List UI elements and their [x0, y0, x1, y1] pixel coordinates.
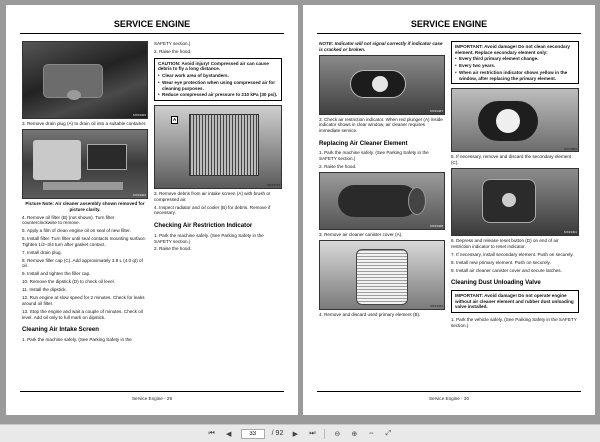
caution-box: [154, 58, 282, 101]
step-text: 2. Raise the hood.: [319, 164, 357, 170]
step-text: 9. Install and tighten the filler cap.: [22, 271, 91, 277]
viewer-toolbar: [0, 424, 600, 442]
step-text: 10. Remove the dipstick (D) to check oil level.: [22, 279, 115, 285]
drain-plug-photo: [22, 41, 148, 119]
primary-element-photo: [319, 240, 445, 310]
photo-caption: MX23469: [430, 304, 443, 309]
important-box: [451, 290, 579, 313]
section-heading: Replacing Air Cleaner Element: [319, 139, 408, 147]
section-heading: Cleaning Dust Unloading Valve: [451, 279, 541, 287]
step-text: 1. Park the machine safely. (See Parking Safety in the SAFETY section.): [154, 232, 264, 244]
footer-rule: [20, 391, 284, 392]
step-text: 8. Install new primary element. Push on securely.: [451, 259, 551, 265]
step-text: SAFETY section.): [154, 41, 191, 46]
caution-item: • Reduce compressed air pressure to 210 kPa (30 psi).: [158, 92, 278, 98]
caution-title: CAUTION: Avoid injury! Compressed air can cause debris to fly a long distance.: [158, 60, 269, 72]
step-text: 1. Park the machine safely. (See Parking Safety in the: [22, 336, 132, 342]
page-header: SERVICE ENGINE: [113, 19, 191, 29]
fit-width-icon[interactable]: ⇔: [367, 430, 375, 437]
oil-filter-photo: [22, 129, 148, 199]
important-item: • Every two years.: [455, 63, 575, 69]
header-rule: [317, 33, 581, 34]
step-text: 3. Remove debris from air intake screen (A) with brush or compressed air.: [154, 191, 271, 202]
section-heading: Cleaning Air Intake Screen: [22, 326, 99, 334]
step-text: 1. Park the machine safely. (See Parking Safety in the SAFETY section.): [319, 150, 429, 162]
step-text: 5. Apply a film of clean engine oil on seal of new filter.: [22, 228, 131, 234]
step-text: 4. Remove oil filter (B) (not shown). Turn filter counterclockwise to remove.: [22, 214, 115, 226]
photo-caption: MX23800: [564, 146, 577, 151]
note-text: NOTE: Indicator will not signal correctly if indicator case is cracked or broken.: [319, 41, 443, 52]
photo-caption: MX23468: [430, 224, 443, 229]
step-text: 3. Check air restriction indicator. When red plunger (A) inside indicator shows in clear window, air cleaner requires immediate service.: [319, 116, 443, 134]
document-page-left: [6, 5, 298, 415]
photo-caption: MX23403: [133, 113, 146, 118]
restriction-indicator-photo: [319, 55, 445, 115]
canister-cover-photo: [319, 172, 445, 230]
photo-caption: MX23404: [133, 193, 146, 198]
page-footer: Service Engine - 29: [131, 396, 173, 401]
last-page-icon[interactable]: ⏭: [309, 429, 316, 437]
photo-caption: MX23467: [430, 108, 443, 113]
caution-item: • Clear work area of bystanders.: [158, 73, 278, 79]
picture-note: Picture Note: Air cleaner assembly shown removed for picture clarity.: [25, 200, 145, 212]
step-text: 6. Install filter. Turn filter until seal contacts mounting surface. Tighten 1/2–3/4 turn after gasket contact.: [22, 236, 147, 247]
step-text: 8. Remove filler cap (C). Add approximately 3.8 L (4.0 qt) of oil.: [22, 257, 143, 269]
right-column-2: [451, 41, 579, 331]
important-box: [451, 41, 579, 84]
step-text: 12. Run engine at slow speed for 2 minutes. Check for leaks around oil filter.: [22, 295, 145, 306]
page-number-input[interactable]: [241, 429, 265, 439]
intake-screen-photo: [154, 105, 282, 189]
next-page-icon[interactable]: ▶: [292, 430, 299, 438]
zoom-in-icon[interactable]: ⊕: [351, 430, 358, 438]
zoom-out-icon[interactable]: ⊖: [334, 430, 341, 438]
step-text: 7. Install drain plug.: [22, 249, 62, 255]
step-text: 7. If necessary, install secondary element. Push on securely.: [451, 251, 574, 257]
step-text: 2. Raise the hood.: [154, 246, 192, 252]
step-text: 3. Remove drain plug (A) to drain oil into a suitable container.: [22, 121, 147, 126]
step-text: 9. Install air cleaner canister cover and secure latches.: [451, 267, 562, 273]
step-text: 6. Depress and release reset button (D) on end of air restriction indicator to reset indicator.: [451, 238, 559, 249]
secondary-element-photo: [451, 88, 579, 152]
right-column-1: [319, 41, 445, 320]
left-column-1: [22, 41, 148, 345]
important-item: • When air restriction indicator shows yellow in the window, after replacing the primary element.: [455, 70, 575, 81]
important-title: IMPORTANT: Avoid damage! Do not clean secondary element. Replace secondary element only:: [455, 44, 570, 55]
callout-label: A: [173, 117, 177, 123]
step-text: 5. If necessary, remove and discard the secondary element (C).: [451, 154, 572, 166]
step-text: 13. Stop the engine and wait a couple of minutes. Check oil level. Add oil only to full mark on dipstick.: [22, 308, 143, 320]
step-text: 3. Remove air cleaner canister cover (A).: [319, 232, 403, 238]
left-column-2: [154, 41, 282, 254]
step-text: 4. Remove and discard used primary element (B).: [319, 311, 421, 317]
footer-rule: [317, 391, 581, 392]
important-text: IMPORTANT: Avoid damage! Do not operate engine without air cleaner element and rubber dust unloading valve installed.: [455, 292, 574, 310]
first-page-icon[interactable]: ⏮: [208, 429, 215, 437]
total-pages-label: / 92: [271, 430, 284, 437]
section-heading: Checking Air Restriction Indicator: [154, 222, 253, 230]
toolbar-divider: [324, 429, 325, 439]
page-footer: Service Engine - 30: [428, 396, 470, 401]
step-text: 2. Raise the hood.: [154, 48, 192, 54]
caution-item: • Wear eye protection when using compressed air for cleaning purposes.: [158, 80, 278, 91]
previous-page-icon[interactable]: ◀: [225, 430, 232, 438]
fullscreen-icon[interactable]: ⤢: [385, 429, 392, 437]
step-text: 11. Install the dipstick.: [22, 287, 67, 293]
page-header: SERVICE ENGINE: [410, 19, 488, 29]
header-rule: [20, 33, 284, 34]
step-text: 1. Park the vehicle safely. (See Parking Safety in the SAFETY section.): [451, 317, 577, 328]
document-page-right: [303, 5, 595, 415]
photo-caption: MX23470: [267, 183, 280, 188]
reset-button-photo: [451, 168, 579, 236]
important-item: • Every third primary element change.: [455, 56, 575, 62]
photo-caption: MX23401: [564, 230, 577, 235]
step-text: 4. Inspect radiator and oil cooler (B) for debris. Remove if necessary.: [154, 204, 271, 216]
